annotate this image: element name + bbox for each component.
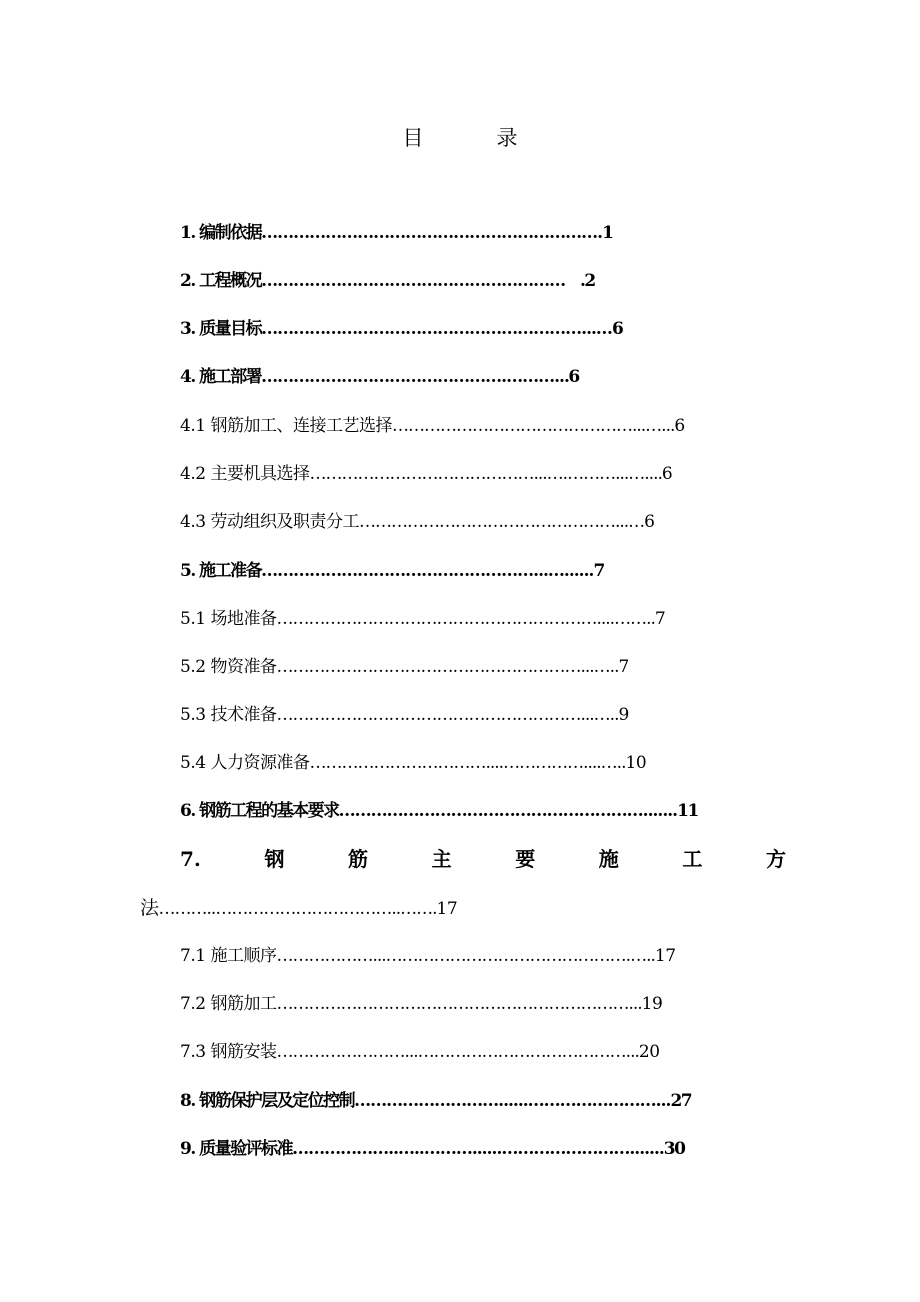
toc-entry-label-part: 钢 [264,847,285,871]
toc-page-number: 6 [674,416,685,436]
toc-entry-label-part: 方 [765,847,786,871]
toc-entry-label: 6. 钢筋工程的基本要求 [180,801,339,821]
toc-leader: ………………...……………………………………….….. [276,946,655,966]
toc-entry-label: 4.2 主要机具选择 [180,464,310,484]
toc-entry-label-part: 要 [515,847,536,871]
toc-entry-label: 2. 工程概况 [180,271,262,291]
toc-leader: ……………………………………...….………...….... [309,464,662,484]
toc-entry-label: 4. 施工部署 [180,367,262,387]
toc-entry[interactable] [180,507,655,537]
toc-page-number: 17 [654,946,676,966]
toc-entry-label: 9. 质量验评标准 [180,1139,293,1159]
toc-page-number: 7 [654,609,666,629]
toc-leader: ……………………………....……………....….. [309,753,626,773]
toc-entry[interactable] [180,604,665,634]
toc-entry-label: 1. 编制依据 [180,223,262,243]
toc-leader: …………………………………………………....... [338,801,678,821]
toc-entry[interactable] [180,556,604,586]
toc-entry[interactable] [180,652,629,682]
toc-page-number: 10 [625,753,647,773]
toc-leader: ……………………………………………………...… [261,319,612,339]
toc-page-number: .2 [579,271,595,291]
toc-page-number: .6 [563,367,579,387]
toc-entry[interactable] [180,314,622,344]
toc-page-number: 27 [670,1091,692,1111]
toc-leader: ………………………………………………… [261,271,580,291]
toc-entry-label-part: 工 [682,847,703,871]
toc-page-number: 30 [663,1139,685,1159]
toc-page-number: 20 [638,1042,660,1062]
toc-leader: ………..……………………………..……. [158,899,437,919]
toc-page-number: 1 [602,223,613,243]
toc-page-number: 9 [618,705,629,725]
toc-entry-label-part: 筋 [348,847,369,871]
toc-page-number: 7 [618,657,629,677]
toc-entry[interactable] [180,941,676,971]
toc-entry-label: 5.4 人力资源准备 [180,753,310,773]
toc-entry[interactable] [180,459,672,489]
toc-leader: ………………………………………………………. [261,223,603,243]
toc-entry-label: 4.1 钢筋加工、连接工艺选择 [180,416,392,436]
toc-entry-label-part: 施 [598,847,619,871]
toc-entry-label-part: 7. [180,847,201,871]
toc-entry-label: 7.3 钢筋安装 [180,1042,277,1062]
toc-entry-justified[interactable] [180,844,786,874]
toc-entry-label: 5.3 技术准备 [180,705,277,725]
toc-entry-label: 5.2 物资准备 [180,657,277,677]
toc-page-number: 6 [661,464,673,484]
toc-page-number: 7 [593,561,604,581]
toc-entry-label: 7.1 施工顺序 [180,946,277,966]
toc-page-number: 19 [641,994,663,1014]
toc-entry-label-part: 法 [140,897,159,919]
toc-entry-label: 7.2 钢筋加工 [180,994,277,1014]
toc-leader: ………………………………………...…... [391,416,675,436]
toc-leader: ………………………......……………………... [354,1091,671,1111]
toc-page-number: 6 [644,512,655,532]
toc-leader: ……………………………………….……….. [261,367,564,387]
toc-page-number: 17 [436,899,458,919]
toc-leader: …………………………………………………...….. [276,705,619,725]
toc-entry[interactable] [180,796,698,826]
toc-entry[interactable] [180,218,612,248]
toc-entry-label: 8. 钢筋保护层及定位控制 [180,1091,355,1111]
toc-entry-label: 5. 施工准备 [180,561,262,581]
toc-entry[interactable] [180,1037,660,1067]
toc-entry[interactable] [180,411,685,441]
toc-leader: …………………………………………...… [358,512,645,532]
toc-entry-label: 5.1 场地准备 [180,609,277,629]
toc-entry[interactable] [180,1086,691,1116]
toc-entry-label: 4.3 劳动组织及职责分工 [180,512,359,532]
toc-entry-label: 3. 质量目标 [180,319,262,339]
toc-page-number: 11 [677,801,698,821]
toc-entry-label-part: 主 [431,847,452,871]
toc-leader: ……………………...…………………………………... [276,1042,639,1062]
toc-leader: ……………………………………………...…...... [261,561,594,581]
document-title: 目 录 [402,126,544,150]
toc-leader: …………………………………………………...….. [276,657,619,677]
toc-entry[interactable] [180,362,579,392]
toc-entry[interactable] [180,700,629,730]
toc-entry[interactable] [180,1134,684,1164]
toc-leader: ………………..…..………......……………………....... [292,1139,664,1159]
toc-page-number: 6 [611,319,623,339]
toc-entry[interactable] [180,989,662,1019]
toc-leader: ……………………………………………………....…….. [276,609,655,629]
toc-leader: …………………………………………………………... [276,994,642,1014]
toc-entry[interactable] [180,266,595,296]
toc-entry[interactable] [180,748,646,778]
toc-entry-continuation[interactable] [140,893,457,923]
